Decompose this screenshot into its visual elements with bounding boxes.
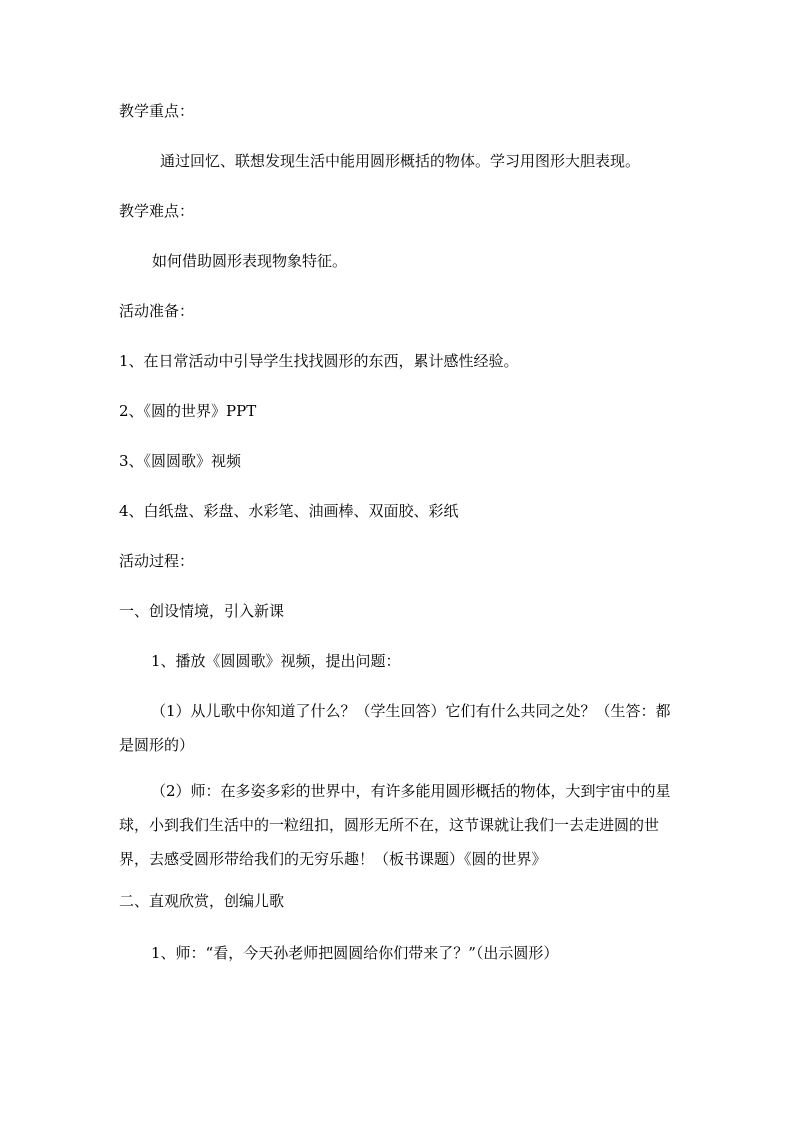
section2-step1: 1、师：“看，今天孙老师把圆圆给你们带来了？”（出示圆形） bbox=[151, 944, 559, 962]
difficulty-text: 如何借助圆形表现物象特征。 bbox=[152, 252, 348, 270]
focus-text: 通过回忆、联想发现生活中能用圆形概括的物体。学习用图形大胆表现。 bbox=[160, 152, 641, 170]
focus-heading: 教学重点： bbox=[119, 102, 195, 120]
process-heading: 活动过程： bbox=[119, 552, 195, 570]
section2-title: 二、直观欣赏，创编儿歌 bbox=[119, 892, 285, 910]
difficulty-heading: 教学难点： bbox=[119, 202, 195, 220]
prep-item: 1、在日常活动中引导学生找找圆形的东西，累计感性经验。 bbox=[119, 352, 519, 370]
prep-item: 4、白纸盘、彩盘、水彩笔、油画棒、双面胶、彩纸 bbox=[119, 502, 459, 520]
prep-item: 3、《圆圆歌》视频 bbox=[119, 452, 242, 470]
prep-item: 2、《圆的世界》PPT bbox=[119, 402, 257, 420]
section1-step1: 1、播放《圆圆歌》视频，提出问题： bbox=[151, 652, 401, 670]
prep-heading: 活动准备： bbox=[119, 302, 195, 320]
section1-question1: （1）从儿歌中你知道了什么？（学生回答）它们有什么共同之处？（生答：都是圆形的） bbox=[119, 702, 671, 754]
section1-title: 一、创设情境，引入新课 bbox=[119, 602, 285, 620]
section1-question2: （2）师：在多姿多彩的世界中，有许多能用圆形概括的物体，大到宇宙中的星球，小到我们生活中的一粒纽扣，圆形无所不在，这节课就让我们一去走进圆的世界，去感受圆形带给我们的无穷乐趣！（板书课题）《圆的世界》 bbox=[119, 782, 671, 868]
